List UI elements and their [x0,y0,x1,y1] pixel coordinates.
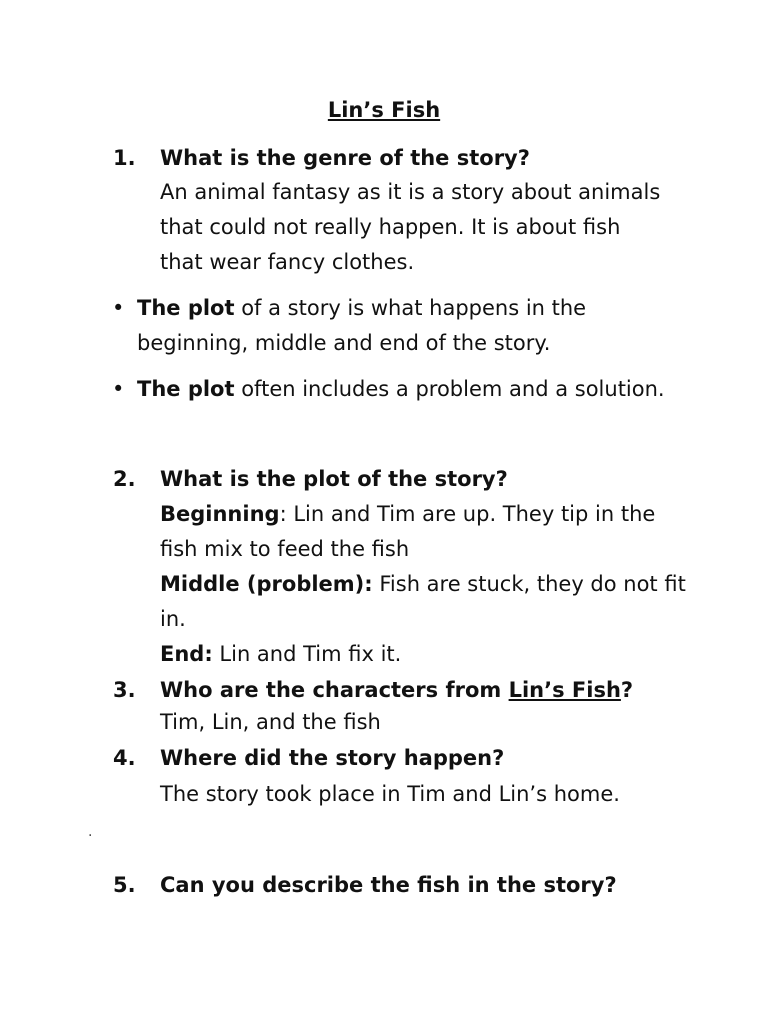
document-title: Lin’s Fish [327,98,441,122]
plot-beginning-line-1 [160,502,655,527]
question-3-prefix: Who are the characters from [160,678,509,702]
bullet-2-line-1 [137,377,665,402]
beginning-label: Beginning [160,502,280,526]
bullet-1-line-2: beginning, middle and end of the story. [137,331,551,355]
question-4-number: 4. [113,746,136,770]
plot-middle-line-2: in. [160,607,186,631]
beginning-text: : Lin and Tim are up. They tip in the [279,502,656,526]
end-text: Lin and Tim fix it. [212,642,402,666]
stray-mark: · [88,828,93,844]
answer-3: Tim, Lin, and the fish [160,710,381,734]
middle-text: Fish are stuck, they do not fit [372,572,686,596]
bullet-icon: • [112,377,125,401]
question-2-text: What is the plot of the story? [160,467,508,491]
plot-beginning-line-2: fish mix to feed the fish [160,537,410,561]
bullet-2-bold: The plot [137,377,235,401]
question-3-suffix: ? [620,678,634,702]
question-3-text [160,678,633,703]
answer-1-line-1: An animal fantasy as it is a story about animals [160,180,661,204]
question-5-text: Can you describe the fish in the story? [160,873,617,897]
middle-label: Middle (problem): [160,572,373,596]
answer-1-line-2: that could not really happen. It is about fish [160,215,621,239]
bullet-1-text: of a story is what happens in the [234,296,587,320]
bullet-icon: • [112,296,125,320]
bullet-2-text: often includes a problem and a solution. [234,377,665,401]
question-1-number: 1. [113,146,136,170]
question-3-number: 3. [113,678,136,702]
question-2-number: 2. [113,467,136,491]
plot-middle-line-1 [160,572,686,597]
question-4-text: Where did the story happen? [160,746,505,770]
answer-4: The story took place in Tim and Lin’s home. [160,782,620,806]
plot-end-line [160,642,401,667]
question-1-text: What is the genre of the story? [160,146,530,170]
question-5-number: 5. [113,873,136,897]
bullet-1-bold: The plot [137,296,235,320]
story-title-ref: Lin’s Fish [508,678,621,702]
bullet-1-line-1 [137,296,586,321]
answer-1-line-3: that wear fancy clothes. [160,250,415,274]
end-label: End: [160,642,213,666]
